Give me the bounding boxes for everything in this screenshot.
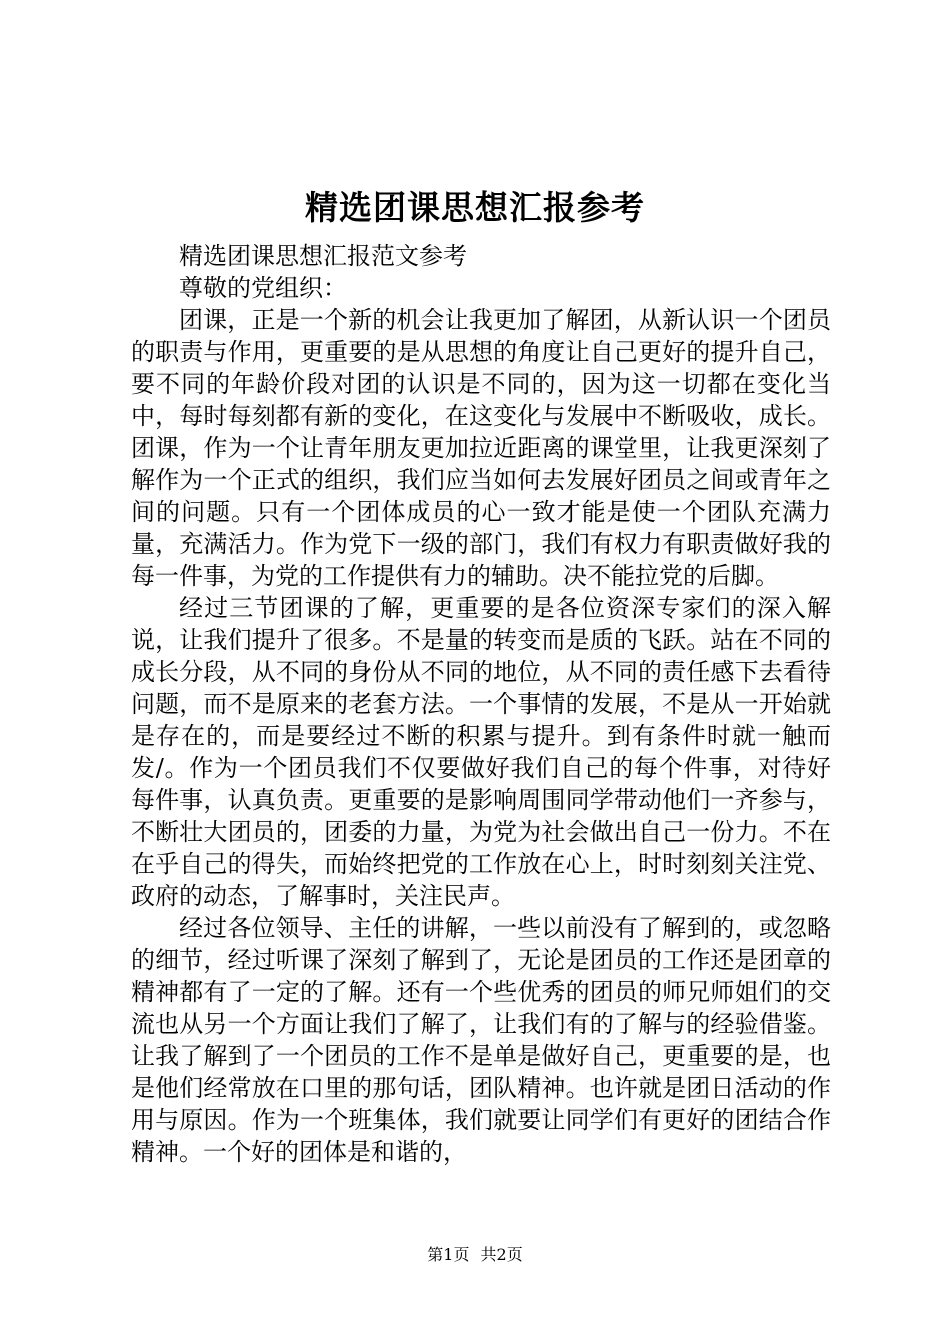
body-paragraph: 经过各位领导、主任的讲解，一些以前没有了解到的，或忽略的细节，经过听课了深刻了解到了，无论是团员的工作还是团章的精神都有了一定的了解。还有一个些优秀的团员的师兄师姐们的交流也从另一个方面让我们了解了，让我们有的了解与的经验借鉴。让我了解到了一个团员的工作不是单是做好自己，更重要的是，也是他们经常放在口里的那句话，团队精神。也许就是团日活动的作用与原因。作为一个班集体，我们就要让同学们有更好的团结合作精神。一个好的团体是和谐的， <box>131 914 831 1166</box>
document-body <box>131 240 831 1168</box>
page-footer <box>0 1244 950 1266</box>
salutation-line: 尊敬的党组织： <box>179 274 347 302</box>
page-number: 第1页 <box>427 1245 470 1264</box>
document-title: 精选团课思想汇报参考 <box>305 188 645 227</box>
page-total: 共2页 <box>480 1245 523 1264</box>
subtitle-line: 精选团课思想汇报范文参考 <box>179 242 467 270</box>
body-paragraph: 经过三节团课的了解，更重要的是各位资深专家们的深入解说，让我们提升了很多。不是量的转变而是质的飞跃。站在不同的成长分段，从不同的身份从不同的地位，从不同的责任感下去看待问题，而不是原来的老套方法。一个事情的发展，不是从一开始就是存在的，而是要经过不断的积累与提升。到有条件时就一触而发/。作为一个团员我们不仅要做好我们自己的每个件事，对待好每件事，认真负责。更重要的是影响周围同学带动他们一齐参与，不断壮大团员的，团委的力量，为党为社会做出自己一份力。不在在乎自己的得失，而始终把党的工作放在心上，时时刻刻关注党、政府的动态，了解事时，关注民声。 <box>131 594 831 910</box>
body-paragraph: 团课，正是一个新的机会让我更加了解团，从新认识一个团员的职责与作用，更重要的是从思想的角度让自己更好的提升自己，要不同的年龄价段对团的认识是不同的，因为这一切都在变化当中，每时每刻都有新的变化，在这变化与发展中不断吸收，成长。团课，作为一个让青年朋友更加拉近距离的课堂里，让我更深刻了解作为一个正式的组织，我们应当如何去发展好团员之间或青年之间的问题。只有一个团体成员的心一致才能是使一个团队充满力量，充满活力。作为党下一级的部门，我们有权力有职责做好我的每一件事，为党的工作提供有力的辅助。决不能拉党的后脚。 <box>131 306 831 590</box>
